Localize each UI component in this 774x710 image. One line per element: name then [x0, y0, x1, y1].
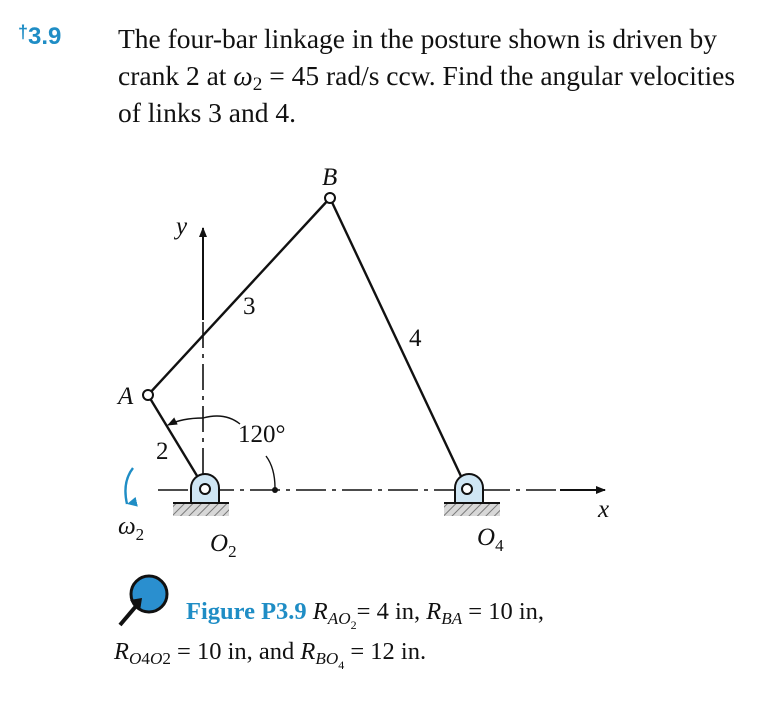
link-2-label: 2 — [156, 438, 169, 465]
angle-label: 120° — [238, 421, 286, 448]
angle-leader-dot — [272, 487, 278, 493]
omega-symbol: ω — [233, 60, 253, 91]
o2-label: $O_2$ — [210, 530, 237, 561]
r-o4o2-symbol: R — [114, 638, 129, 665]
joint-b — [325, 193, 335, 203]
point-a-label: A — [118, 383, 134, 410]
link-4 — [330, 198, 467, 489]
angle-arc — [203, 416, 240, 424]
omega2-arrow — [125, 468, 133, 504]
statement-text-post: = 45 rad/s ccw. Find the angular velocities of links 3 and 4. — [118, 60, 736, 128]
o4-label: $O_4$ — [477, 524, 504, 555]
y-axis-label: y — [176, 213, 188, 240]
ground-pivot-o2 — [173, 474, 229, 516]
point-b-label: B — [322, 164, 338, 191]
angle-arc-left — [168, 418, 203, 425]
joint-a — [143, 390, 153, 400]
omega2-label: $\omega_2$ — [118, 513, 145, 544]
r-ba-value: = 10 in, — [462, 598, 545, 625]
omega-subscript: 2 — [252, 74, 263, 95]
problem-number-text: 3.9 — [28, 23, 62, 50]
r-bo4-value: = 12 in. — [344, 638, 427, 665]
link-4-label: 4 — [409, 325, 422, 352]
r-ao2-value: = 4 in, — [356, 598, 427, 625]
caption-label: Figure P3.9 — [186, 598, 307, 625]
r-o4o2-value: = 10 in, and — [170, 638, 301, 665]
angle-leader — [266, 456, 275, 488]
dagger-mark: † — [18, 22, 29, 42]
statement-text-pre: The four-bar linkage in the posture shown is driven by crank 2 at — [118, 23, 717, 91]
r-bo4-symbol: R — [300, 638, 316, 665]
x-axis-label: x — [598, 496, 610, 523]
r-ao2-symbol: R — [312, 598, 328, 625]
figure-caption: Figure P3.9 $R_{AO_2}= 4$ in, $R_{BA} = 10$ in, $R_{O4O2} = 10$ in, and $R_{BO_4} = 12$ in. — [114, 598, 545, 672]
ground-pivot-o4 — [444, 474, 500, 516]
link-3-label: 3 — [243, 293, 256, 320]
r-ba-symbol: R — [426, 598, 442, 625]
